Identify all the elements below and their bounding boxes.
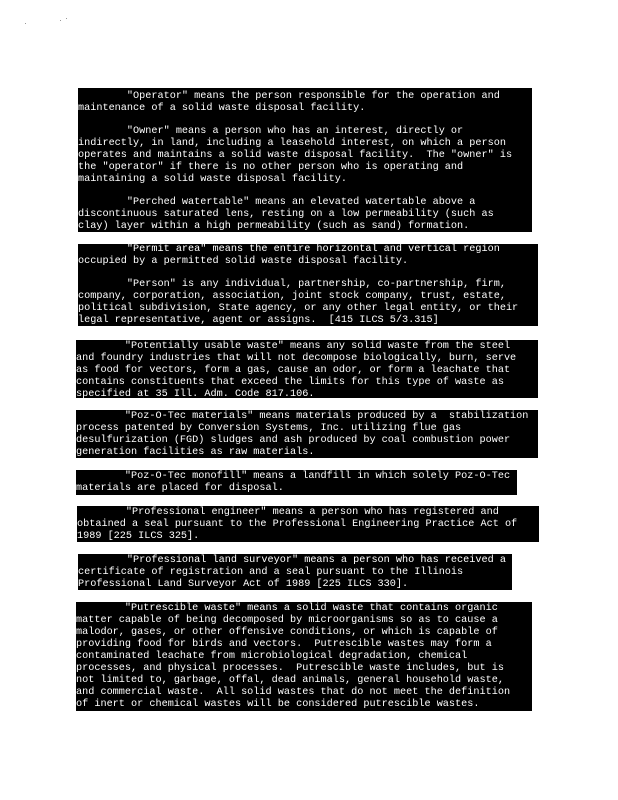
- paragraph-gap: [78, 186, 532, 197]
- definition-line: discontinuous saturated lens, resting on a low permeability (such as: [78, 209, 494, 220]
- definition-line: providing food for birds and vectors. Putrescible wastes may form a: [76, 639, 492, 650]
- definition-line: legal representative, agent or assigns. [415 ILCS 5/3.315]: [78, 315, 439, 326]
- definition-line: and commercial waste. All solid wastes that do not meet the definition: [76, 687, 511, 698]
- definition-line: maintaining a solid waste disposal facility.: [78, 174, 347, 185]
- definition-line: "Potentially usable waste" means any solid waste from the steel: [76, 341, 511, 352]
- definition-line: contaminated leachate from microbiological degradation, chemical: [76, 651, 468, 662]
- definition-line: "Putrescible waste" means a solid waste that contains organic: [76, 603, 498, 614]
- definition-line: generation facilities as raw materials.: [76, 447, 315, 458]
- paragraph-gap: [78, 268, 538, 279]
- definition-block-poz-o-tec-materials: [76, 410, 538, 458]
- definition-line: occupied by a permitted solid waste disposal facility.: [78, 256, 409, 267]
- scan-speck: [60, 20, 61, 21]
- scan-speck: [25, 23, 26, 24]
- definition-line: of inert or chemical wastes will be considered putrescible wastes.: [76, 699, 480, 710]
- definition-line: and foundry industries that will not decompose biologically, burn, serve: [76, 353, 517, 364]
- definition-line: company, corporation, association, joint stock company, trust, estate,: [78, 291, 506, 302]
- definition-line: Professional Land Surveyor Act of 1989 [225 ILCS 330].: [78, 579, 409, 590]
- definition-line: the "operator" if there is no other person who is operating and: [78, 162, 464, 173]
- paragraph-gap: [78, 115, 532, 126]
- definition-line: "Person" is any individual, partnership, co-partnership, firm,: [78, 279, 506, 290]
- definition-line: maintenance of a solid waste disposal facility.: [78, 103, 366, 114]
- definition-line: malodor, gases, or other offensive conditions, or which is capable of: [76, 627, 498, 638]
- definition-line: clay) layer within a high permeability (such as sand) formation.: [78, 221, 470, 232]
- definition-line: as food for vectors, form a gas, cause an odor, or form a leachate that: [76, 365, 511, 376]
- definition-block-professional-land-surveyor: [78, 554, 512, 590]
- definition-block-poz-o-tec-monofill: [76, 470, 517, 495]
- definition-line: "Permit area" means the entire horizontal and vertical region: [78, 244, 500, 255]
- definition-line: "Poz-O-Tec materials" means materials produced by a stabilization: [76, 411, 529, 422]
- definition-block-operator-owner-perched: [78, 88, 532, 232]
- definition-line: indirectly, in land, including a leasehold interest, on which a person: [78, 138, 506, 149]
- definition-line: processes, and physical processes. Putrescible waste includes, but is: [76, 663, 504, 674]
- definition-line: political subdivision, State agency, or any other legal entity, or their: [78, 303, 519, 314]
- definition-line: certificate of registration and a seal pursuant to the Illinois: [78, 567, 464, 578]
- definition-line: matter capable of being decomposed by microorganisms so as to cause a: [76, 615, 498, 626]
- definition-line: operates and maintains a solid waste disposal facility. The "owner" is: [78, 150, 513, 161]
- definition-line: "Poz-O-Tec monofill" means a landfill in which solely Poz-O-Tec: [76, 471, 511, 482]
- definition-block-professional-engineer: [77, 506, 539, 542]
- definition-line: contains constituents that exceed the limits for this type of waste as: [76, 377, 504, 388]
- definition-line: 1989 [225 ILCS 325].: [77, 531, 200, 542]
- definition-line: "Operator" means the person responsible for the operation and: [78, 91, 500, 102]
- definition-line: "Professional engineer" means a person who has registered and: [77, 507, 499, 518]
- definition-line: desulfurization (FGD) sludges and ash produced by coal combustion power: [76, 435, 511, 446]
- definition-line: specified at 35 Ill. Adm. Code 817.106.: [76, 389, 315, 398]
- scan-speck: [66, 18, 67, 19]
- definition-line: materials are placed for disposal.: [76, 483, 284, 494]
- definition-line: not limited to, garbage, offal, dead animals, general household waste,: [76, 675, 504, 686]
- definition-block-putrescible-waste: [76, 602, 532, 711]
- definition-line: "Perched watertable" means an elevated watertable above a: [78, 197, 476, 208]
- definition-block-permit-area-person: [78, 244, 538, 326]
- definition-block-potentially-usable-waste: [76, 340, 538, 398]
- definition-line: "Owner" means a person who has an interest, directly or: [78, 126, 464, 137]
- definition-line: obtained a seal pursuant to the Professional Engineering Practice Act of: [77, 519, 518, 530]
- definition-line: "Professional land surveyor" means a person who has received a: [78, 555, 506, 566]
- definition-line: process patented by Conversion Systems, Inc. utilizing flue gas: [76, 423, 462, 434]
